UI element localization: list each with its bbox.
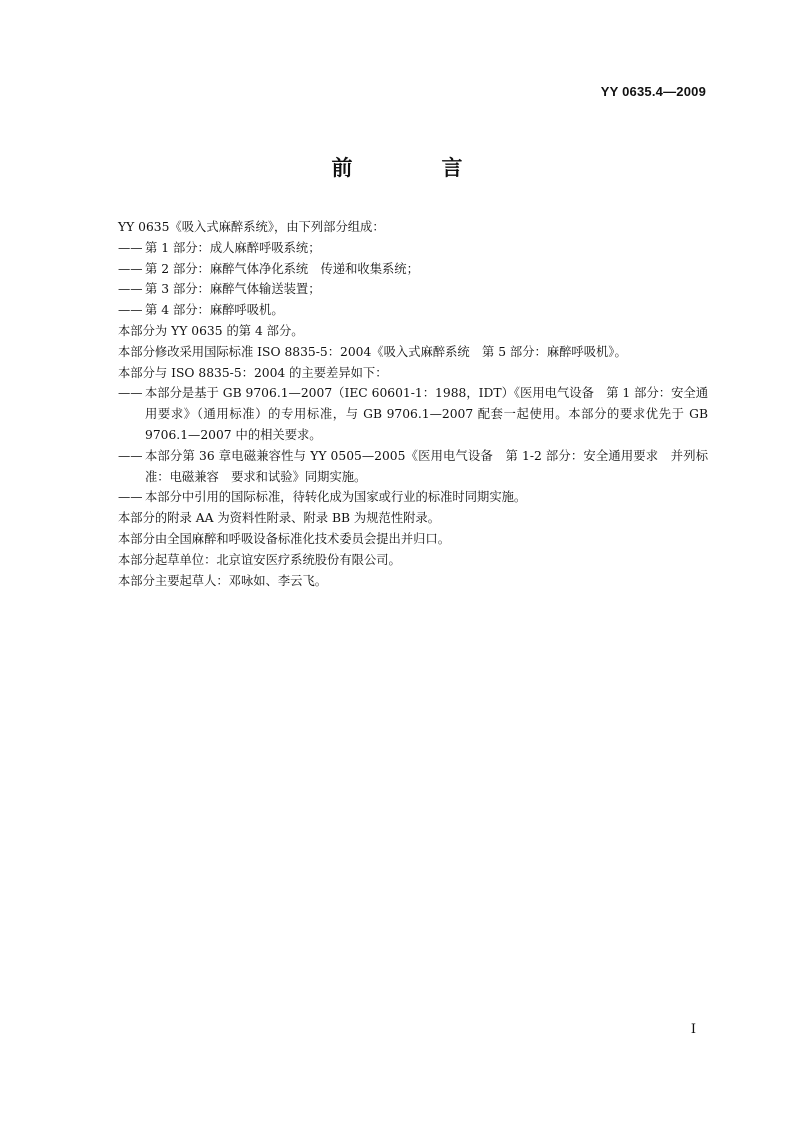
dash-marker: —— [118,282,143,297]
annex-statement: 本部分的附录 AA 为资料性附录、附录 BB 为规范性附录。 [118,511,441,526]
list-item-text: 第 4 部分：麻醉呼吸机。 [145,303,284,318]
dash-marker: —— [118,303,143,318]
dash-marker: —— [118,240,143,255]
drafting-unit-statement: 本部分起草单位：北京谊安医疗系统股份有限公司。 [118,552,401,567]
difference-text: 本部分中引用的国际标准，待转化成为国家或行业的标准时同期实施。 [145,490,527,505]
drafters-statement: 本部分主要起草人：邓咏如、李云飞。 [118,573,328,588]
standard-code: YY 0635.4—2009 [600,84,706,99]
list-item-text: 第 1 部分：成人麻醉呼吸系统； [145,240,321,255]
dash-marker: —— [118,448,143,463]
proposed-by-statement: 本部分由全国麻醉和呼吸设备标准化技术委员会提出并归口。 [118,531,451,546]
list-item-text: 第 2 部分：麻醉气体净化系统 传递和收集系统； [145,261,419,276]
adoption-statement: 本部分修改采用国际标准 ISO 8835-5：2004《吸入式麻醉系统 第 5 部分：麻醉呼吸机》。 [118,344,627,359]
page-number: I [690,1022,696,1037]
intro-line: YY 0635《吸入式麻醉系统》，由下列部分组成： [118,220,385,234]
dash-marker: —— [118,490,143,505]
differences-intro: 本部分与 ISO 8835-5：2004 的主要差异如下： [118,365,388,380]
difference-item-3 [118,487,708,508]
difference-text: 本部分是基于 GB 9706.1—2007（IEC 60601-1：1988，IDT）《医用电气设备 第 1 部分：安全通用要求》（通用标准）的专用标准，与 GB 9706.1—2007 配套一起使用。本部分的要求优先于 GB 9706.1—2007 中的相关要求。 [145,386,708,442]
part-4-statement: 本部分为 YY 0635 的第 4 部分。 [118,323,304,338]
page-title: 前 言 [331,156,497,180]
difference-item-2 [118,446,708,488]
list-item-part-2 [118,259,708,280]
foreword-body [118,217,708,591]
list-item-part-3 [118,279,708,300]
list-item-part-1 [118,238,708,259]
dash-marker: —— [118,261,143,276]
difference-item-1 [118,383,708,445]
difference-text: 本部分第 36 章电磁兼容性与 YY 0505—2005《医用电气设备 第 1-2 部分：安全通用要求 并列标准：电磁兼容 要求和试验》同期实施。 [145,448,708,484]
dash-marker: —— [118,386,143,401]
list-item-part-4 [118,300,708,321]
list-item-text: 第 3 部分：麻醉气体输送装置； [145,282,321,297]
